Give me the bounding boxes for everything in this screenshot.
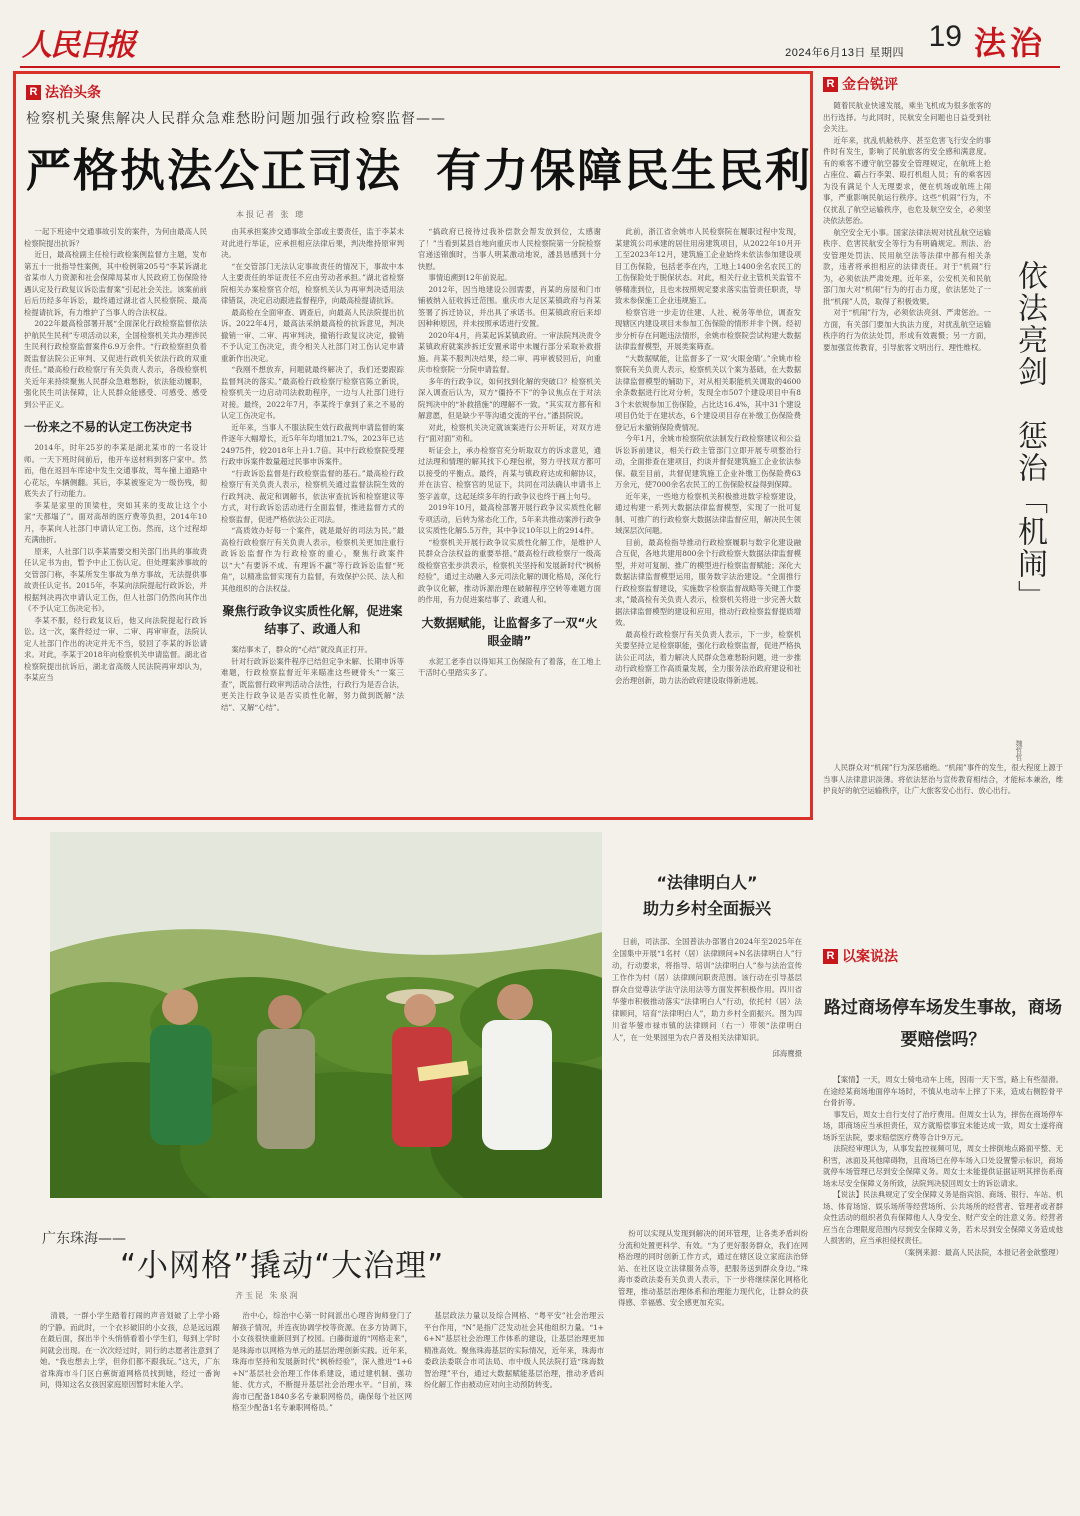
photo-caption-block xyxy=(612,870,802,1059)
jintai-label-text: 金台锐评 xyxy=(842,77,898,93)
paragraph: 2020年4月，肖某起诉某镇政府。一审法院判决责令某镇政府就案涉拆迁安置承诺中未履行部分采取补救措施。肖某不服判决结果，经二审、再审被驳回后，向重庆市检察院一分院申请监督。 xyxy=(418,330,601,374)
paragraph: 水泥工老李自以得知其工伤保险有了着落，在工地上干活时心里踏实多了。 xyxy=(418,656,601,677)
paragraph: “我刚不想放弃，问题就最终解决了，我们还要跟踪监督判决的落实。”最高检行政检察厅检察官陈立新说，检察机关一边启动司法救助程序，一边与人社部门进行对接。最终，2022年7月，李某终于拿到了来之不易的认定工伤决定书。 xyxy=(221,365,404,420)
paragraph: 对此，检察机关决定就该案进行公开听证，对双方进行“面对面”劝和。 xyxy=(418,422,601,443)
paragraph: 案结事未了，群众的“心结”就没真正打开。 xyxy=(231,645,372,654)
subheading: 聚焦行政争议实质性化解，促进案结事了、政通人和 xyxy=(222,604,403,636)
headline-part-1: 严格执法公正司法 xyxy=(26,144,403,197)
paragraph: “在交管部门无法认定事故责任的情况下，事故中本人主要责任的举证责任不应由劳动者承担。”湖北省检察院相关办案检察官介绍，检察机关认为再审判决适用法律错误，决定启动跟进监督程序，向最高检提请抗诉。 xyxy=(221,261,404,305)
paragraph: 随着民航业快速发展，乘坐飞机成为很多旅客的出行选择。与此同时，民航安全问题也日益受到社会关注。 xyxy=(823,101,991,133)
paragraph: 事情追溯到12年前说起。 xyxy=(428,273,512,282)
paragraph: 一起下班途中交通事故引发的案件，为何由最高人民检察院提出抗诉？ xyxy=(24,227,207,248)
paragraph: 2019年10月，最高检部署开展行政争议实质性化解专项活动，后转为常态化工作，5年来共推动案涉行政争议实质性化解5.5万件，其中争议10年以上的2914件。 xyxy=(418,503,601,535)
lead-column-4 xyxy=(615,226,801,814)
page-number: 19 xyxy=(928,20,962,53)
guangdong-column-4 xyxy=(618,1228,808,1506)
paragraph: 李某是家里的顶梁柱，突如其来的变故让这个小家“天都塌了”。面对高昂的医疗费等负担，2014年10月，李某向人社部门申请认定工伤。然而，这个过程却充满曲折。 xyxy=(24,500,207,544)
news-photo xyxy=(50,832,602,1198)
r-badge-icon: R xyxy=(26,85,41,100)
guangdong-column-2 xyxy=(232,1310,412,1506)
lead-kicker: 检察机关聚焦解决人民群众急难愁盼问题加强行政检察监督—— xyxy=(26,111,446,127)
lead-article-box xyxy=(13,71,813,820)
lead-column-3 xyxy=(418,226,601,814)
paragraph: 最高检在全面审查、调查后，向最高人民法院提出抗诉。2022年4月，最高法采纳最高检的抗诉意见，判决撤销一审、二审、再审判决，撤销行政复议决定，撤销不予认定工伤决定，责令相关人社部门对工伤认定申请重新作出决定。 xyxy=(221,307,404,363)
paragraph: 【案情】一天，周女士骑电动车上班，因雨一天下雪，路上有些湿滑。在途经某商场地面停车场时，不慎从电动车上摔了下来，造成右侧腔骨平台骨折等。 xyxy=(823,1075,1063,1107)
paragraph: 检察官进一步走访住建、人社、税务等单位，调查发现辖区内建设项目未参加工伤保险的情形并非个例。经初步分析存在问题违法情形，余姚市检察院尝试构建大数据法律监督模型，开展类案筛查。 xyxy=(615,307,801,351)
jintai-vertical-title: 依法亮剑 惩治「机闹」 xyxy=(1012,260,1047,612)
paragraph: 目前，最高检指导推动行政检察履职与数字化建设融合互促，各地共建用800余个行政检察大数据法律监督模型，并对可复制、推广的模型进行检察监督赋能；深化大数据法律监督模型运用，服务数字法治建设。“全面推行行政检察监督建设，实施数字检察监督战略等关键工作要求，”最高检有关负责人表示，检察机关将进一步完善大数据法律监督模型的建设和应用，推动行政检察监督提质增效。 xyxy=(615,537,801,627)
issue-date: 2024年6月13日 星期四 xyxy=(785,47,904,59)
jintai-author: 魏哲哲 xyxy=(1015,740,1023,761)
paragraph: 近年来，一些地方检察机关积极推进数字检察建设，通过构建一系列大数据法律监督模型，实现了一批可复制、可推广的行政检察大数据法律监督应用，解决民生领域深层次问题。 xyxy=(615,491,801,535)
paragraph: 此前，浙江省余姚市人民检察院在履职过程中发现，某建筑公司承建的居住用房建筑项目，从2022年10月开工至2023年12月，建筑施工企业始终未依法参加建设项目工伤保险，包括老李在内，工地上1400余名农民工的工伤保险处于脱保状态。对此，相关行业主管机关监管不够精准到位，且也未按照规定要求落实监管责任职责，导致未参保施工企业违规施工。 xyxy=(615,227,801,305)
paragraph: 基层政法力量以及综合网格、“粤平安”社会治理云平台作用，“N”是指广泛发动社会其他组织力量。“1+6+N”基层社会治理工作体系的建设，让基层治理更加精准高效。聚焦珠海基层的实际情况，近年来，珠海市委政法委联合市司法局、市中级人民法院打造“珠海数智治理”平台，通过大数据赋能基层治理，推动矛盾纠纷化解工作由被动应对向主动预防转变。 xyxy=(424,1311,604,1389)
photo-title xyxy=(612,870,802,922)
photo-title-line-1: “法律明白人” xyxy=(656,873,758,892)
paragraph: 纷可以实现从发现到解决的闭环管理，让各类矛盾纠纷分流和处置更科学、有效。“为了更好服务群众，我们在网格治理的同时创新工作方式，通过在辖区设立家庭法治驿站、在社区设立法律服务点等，把服务送到群众身边。”珠海市委政法委有关负责人表示，下一步将继续深化网格化管理，推动基层治理体系和治理能力现代化，让群众的获得感、幸福感、安全感更加充实。 xyxy=(618,1229,808,1307)
yian-label-text: 以案说法 xyxy=(842,949,898,965)
paragraph: “检察机关开展行政争议实质性化解工作，是维护人民群众合法权益的重要举措。”最高检行政检察厅一级高级检察官张步洪表示，检察机关坚持和发展新时代“枫桥经验”，通过主动融入多元司法化解的调化格局，深化行政争议化解，推动诉源治理在破解程序空转等难题方面的作用，有力促进案结事了、政通人和。 xyxy=(418,537,601,604)
guangdong-byline: 齐玉昆 朱泉润 xyxy=(235,1291,300,1300)
yian-body xyxy=(823,1074,1063,1506)
paragraph: 今年1月，余姚市检察院依法制发行政检察建议和公益诉讼诉前建议，相关行政主管部门立即开展专项整治行动，全面排查在建项目，约谈并督促建筑施工企业依法参保。截至目前，共督促建筑施工企业补缴工伤保险费63万余元，使7000余名农民工的工伤保险权益得到保障。 xyxy=(615,434,801,489)
paragraph: 2012年，因当地建设公园需要，肖某的房屋和门市铺被纳入征收拆迁范围。重庆市大足区某镇政府与肖某签署了拆迁协议，并出具了承诺书。但某镇政府后来却因种种原因，并未按照承诺进行安置。 xyxy=(418,284,601,328)
paragraph: 由其承担案涉交通事故全部或主要责任，监于李某未对此进行举证，应承担相应法律后果，判决维持原审判决。 xyxy=(221,227,404,259)
paragraph: “高质效办好每一个案件，就是最好的司法为民。”最高检行政检察厅有关负责人表示，检察机关更加注重行政诉讼监督作为行政检察的重心，聚焦行政案件以“大”有要诉不成、有理诉不赢”等行政诉讼监督“死角”，以精准监督实现有力监督，有效保护公民、法人和其他组织的合法权益。 xyxy=(221,526,404,593)
lead-byline: 本报记者 张 璁 xyxy=(236,210,306,219)
paragraph: 人民群众对“机闹”行为深恶痛绝。“机闹”事件的发生，很大程度上源于当事人法律意识淡薄。将依法惩治与宣传教育相结合，才能标本兼治，维护良好的航空运输秩序，让广大旅客安心出行、放心出行。 xyxy=(823,763,1063,795)
paragraph: 近日，最高检副主任检行政检案例监督方主题，发布第五十一批指导性案例，其中检例第205号“李某诉湖北省某市人力资源和社会保障局某市人民政府工伤保险待遇认定及行政复议诉讼监督案”引起社会关注。该案前前后后历经多年诉讼，最终通过湖北省人民检察院、最高检提请抗诉，有力维护了当事人的合法权益。 xyxy=(24,250,207,317)
guangdong-kicker: 广东珠海—— xyxy=(42,1231,126,1247)
r-badge-icon: R xyxy=(823,77,838,92)
paragraph: “行政诉讼监督是行政检察监督的基石。”最高检行政检察厅有关负责人表示，检察机关通过监督法院生效的行政判决、裁定和调解书，依法审查抗诉和检察建议等方式，对行政诉讼活动进行全面监督，推进监督方式的检察监督，促进严格依法公正司法。 xyxy=(221,468,404,524)
photo-credit: 邱海鹰摄 xyxy=(772,1049,802,1058)
paragraph: （案例来源：最高人民法院，本报记者金歆整理） xyxy=(900,1247,1063,1257)
paragraph: 听证会上，承办检察官充分听取双方的诉求意见，通过法理和情理的解其找下心理包袱，努力寻找双方都可以接受的平衡点。最终，肖某与镇政府达成和解协议，并在法官、检察官的见证下，共同在司法确认申请书上签字盖章，这起延续多年的行政争议也终于画上句号。 xyxy=(418,445,601,501)
guangdong-column-1 xyxy=(40,1310,220,1506)
paragraph: 【说法】民法典规定了安全保障义务是指宾馆、商场、银行、车站、机场、体育场馆、娱乐场所等经营场所、公共场所的经营者、管理者或者群众性活动的组织者负有保障他人人身安全、财产安全的注意义务。经营者应当在合理限度范围内尽到安全保障义务，若未尽到安全保障义务造成他人损害的，应当承担侵权责任。 xyxy=(823,1190,1063,1245)
paragraph: 李某不服，经行政复议后，他又向法院提起行政诉讼。这一次，案件经过一审、二审、再审审查，法院认定人社部门作出的决定并无不当，驳回了李某的诉讼请求。对此，李某于2018年向检察机关申请监督。湖北省检察院提出抗诉后，湖北省高级人民法院再审却认为，李某应当 xyxy=(24,615,207,682)
masthead xyxy=(20,14,1060,68)
paragraph: 多年的行政争议，如何找到化解的突破口？检察机关深入调查后认为，双方“僵持不下”的争议焦点在于对法院判决中的“补救措施”的理解不一致。“其实双方都有和解意愿，但是缺少平等沟通交流的平台。”潘县院说。 xyxy=(418,376,601,420)
paragraph: 原来，人社部门以李某需要交相关部门出具的事故责任认定书为由，暂予中止工伤认定。但处理案涉事故的交管部门称，李某所发生事故为单方事故，无法提供事故责任认定书。2015年，李某向法院提起行政诉讼，并根据判决再次申请认定工伤，但人社部门仍然向其作出《不予认定工伤决定书》。 xyxy=(24,546,207,613)
paragraph: 航空安全无小事。国家法律法规对扰乱航空运输秩序、危害民航安全等行为有明确规定。刑法、治安管理处罚法、民用航空法等法律中都有相关条款，违者将承担相应的法律责任。对于“机闹”行为，必须依法严肃处理。近年来，公安机关和民航部门加大对“机闹”行为的打击力度，依法惩处了一批“机闹”人员，取得了积极效果。 xyxy=(823,227,991,306)
photo-caption-text: 日前，司法部、全国普法办部署自2024年至2025年在全国集中开展“1名村（居）法律顾问+N名法律明白人”行动，行动要求，将指导、培训“法律明白人”参与法治宣传工作作为村（居）法律顾问职责范围。该行动在引导基层群众自觉尊法学法守法用法等方面发挥积极作用。四川省华蓥市积极推动落实“法律明白人”行动，依托村（居）法律顾问，培育“法律明白人”，助力乡村全面振兴。图为四川省华蓥市禄市镇的法律顾问（右一）带领“法律明白人”，在一处果园里为农户普及相关法律知识。 xyxy=(612,937,802,1042)
paragraph: “大数据赋能，让监督多了一双‘火眼金睛’。”余姚市检察院有关负责人表示，检察机关以个案为基础，在大数据法律监督模型的辅助下，对从相关职能机关调取的4600余条数据进行比对分析，发现全市507个建设项目中有83个未依规参加工伤保险，占比达16.4%，其中31个建设项目仍处于在建状态，6个建设项目存在补缴工伤保险费登记后未撤销保险费情况。 xyxy=(615,353,801,432)
lead-headline xyxy=(26,134,813,199)
photo-title-line-2: 助力乡村全面振兴 xyxy=(642,899,771,918)
lead-label-text: 法治头条 xyxy=(45,85,101,101)
paragraph: 2022年最高检部署开展“全面深化行政检察监督依法护航民生民利”专项活动以来，全国检察机关共办理涉民生民利行政检察监督案件6.9万余件。“行政检察担负着既监督法院公正审判、又促进行政机关依法行政的双重责任。”最高检行政检察厅有关负责人表示，各级检察机关近年来持续聚焦人民群众急难愁盼，依法能动履职，强化民生司法保障，让人民群众能感受、可感受、感受到公平正义。 xyxy=(24,319,207,409)
subheading: 大数据赋能，让监督多了一双“火眼金睛” xyxy=(421,615,598,648)
lead-column-2 xyxy=(221,226,404,814)
paragraph: “搞政府已接待过我补偿款会帮发放到位，太感谢了！”当看到某县自地向重庆市人民检察院第一分院检察官递送锦旗时，当事人明某激动地说，潘县恳感到十分快慰。 xyxy=(418,227,601,271)
headline-part-2: 有力保障民生民利 xyxy=(436,144,813,197)
paragraph: 2014年，时年25岁的李某是湖北某市的一名设计师。一天下班时间前后，他开车送材料到客户家中。然而，他在返回车库途中发生交通事故，驾车撞上道路中心花坛，车辆侧翻。其后，李某被鉴定为一级伤残，彻底失去了行动能力。 xyxy=(24,443,207,498)
jintai-column-lower xyxy=(823,762,1063,922)
lead-column-1 xyxy=(24,226,207,814)
guangdong-column-3 xyxy=(424,1310,604,1506)
paragraph: 针对行政诉讼案件程序已结但定争未解、长期申诉等难题，行政检察监督近年来瞄准这些硬骨头“一案三查”，既监督行政审判活动合法性，行政行为是否合法，更关注行政争议是否实质性化解，努力做到既解“法结”、又解“心结”。 xyxy=(221,656,404,712)
lead-section-label xyxy=(26,82,101,102)
paragraph: 清晨，一群小学生踏着打闹的声音划破了上学小路的宁静。而此时，一个衣衫破旧的小女孩，总是远远跟在最后面，探出半个头悄悄看着小学生们，每到上学时间就会出现。在一次次经过时，同行的志愿者注意到了她。“我也想去上学，但你们都不跟我玩。”这天，广东省珠海市斗门区白蕉街道网格员找到她，经过一番询问，得知这名女孩因家庭原因暂时未能入学。 xyxy=(40,1311,220,1389)
paragraph: 最高检行政检察厅有关负责人表示，下一步，检察机关要坚持立足检察职能，强化行政检察监督，促进严格执法公正司法，着力解决人民群众急难愁盼问题，进一步推动行政检察工作高质量发展，全力服务法治政府建设和社会治理创新，助力法治政府建设取得新进展。 xyxy=(615,629,801,685)
paragraph: 法院经审理认为，从事发监控视频可见，周女士摔倒地点路面平整、无积雪，冰面及其他障碍物，且商场已在停车场入口处设置警示标识，商场就停车场管理已尽到安全保障义务。周女士未能提供证据证明其摔伤系商场未尽安全保障义务所致，法院判决驳回周女士的诉讼请求。 xyxy=(823,1144,1063,1188)
orchard-scene-illustration xyxy=(50,832,602,1198)
paragraph: 事发后，周女士自行支付了治疗费用。但周女士认为，摔伤在商场停车场，即商场应当承担责任，双方就赔偿事宜未能达成一致，周女士遂将商场诉至法院，要求赔偿医疗费等合计9万元。 xyxy=(823,1109,1063,1142)
yian-section-label xyxy=(823,946,1063,966)
jintai-column-upper xyxy=(823,100,991,760)
guangdong-headline: “小网格”撬动“大治理” xyxy=(120,1248,445,1284)
paragraph: 近年来，扰乱机舱秩序、甚至危害飞行安全的事件时有发生，影响了民航旅客的安全感和满意度。有的乘客不遵守航空器安全管理规定，在航班上抢占座位、霸占行李架、殴打机组人员；有的乘客因为没有满足个人无理要求，便在机场或航班上闹事，严重影响民航运行秩序。这些“机闹”行为，不仅扰乱了航空运输秩序，也危及航空安全，必须坚决依法惩治。 xyxy=(823,135,991,225)
newspaper-logo: 人民日报 xyxy=(22,28,134,63)
r-badge-icon: R xyxy=(823,949,838,964)
paragraph: 近年来，当事人不服法院生效行政裁判申请监督的案件逐年大幅增长，近5年年均增加21.7%，2023年已达24975件，较2018年上升1.7倍。其中行政检察院受理行政申诉案件数量超过民事申诉案件。 xyxy=(221,422,404,466)
yian-title: 路过商场停车场发生事故，商场要赔偿吗？ xyxy=(824,998,1062,1050)
section-title: 法治 xyxy=(973,24,1046,62)
jintai-section-label xyxy=(823,74,1063,94)
paragraph: 治中心，综治中心第一时间派出心理咨询师登门了解孩子情况，并连夜协调学校等资源。在多方协调下，小女孩很快重新回到了校园。白藤街道的“网格走来”，是珠海市以网格为单元的基层治理创新实践。近年来，珠海市坚持和发展新时代“枫桥经验”，深入推进“1+6+N”基层社会治理工作体系建设，通过建机制、强功能、优方式，不断提升基层社会治理水平。“目前，珠海市已配备1840多名专兼职网格员，确保每个社区网格至少配备1名专兼职网格员。” xyxy=(232,1311,412,1412)
subheading: 一份来之不易的认定工伤决定书 xyxy=(24,420,193,434)
paragraph: 对于“机闹”行为，必须依法亮剑、严肃惩治。一方面，有关部门要加大执法力度，对扰乱航空运输秩序的行为依法处罚，形成有效震慑；另一方面，要加强宣传教育，引导旅客文明出行、理性维权。 xyxy=(823,308,991,352)
